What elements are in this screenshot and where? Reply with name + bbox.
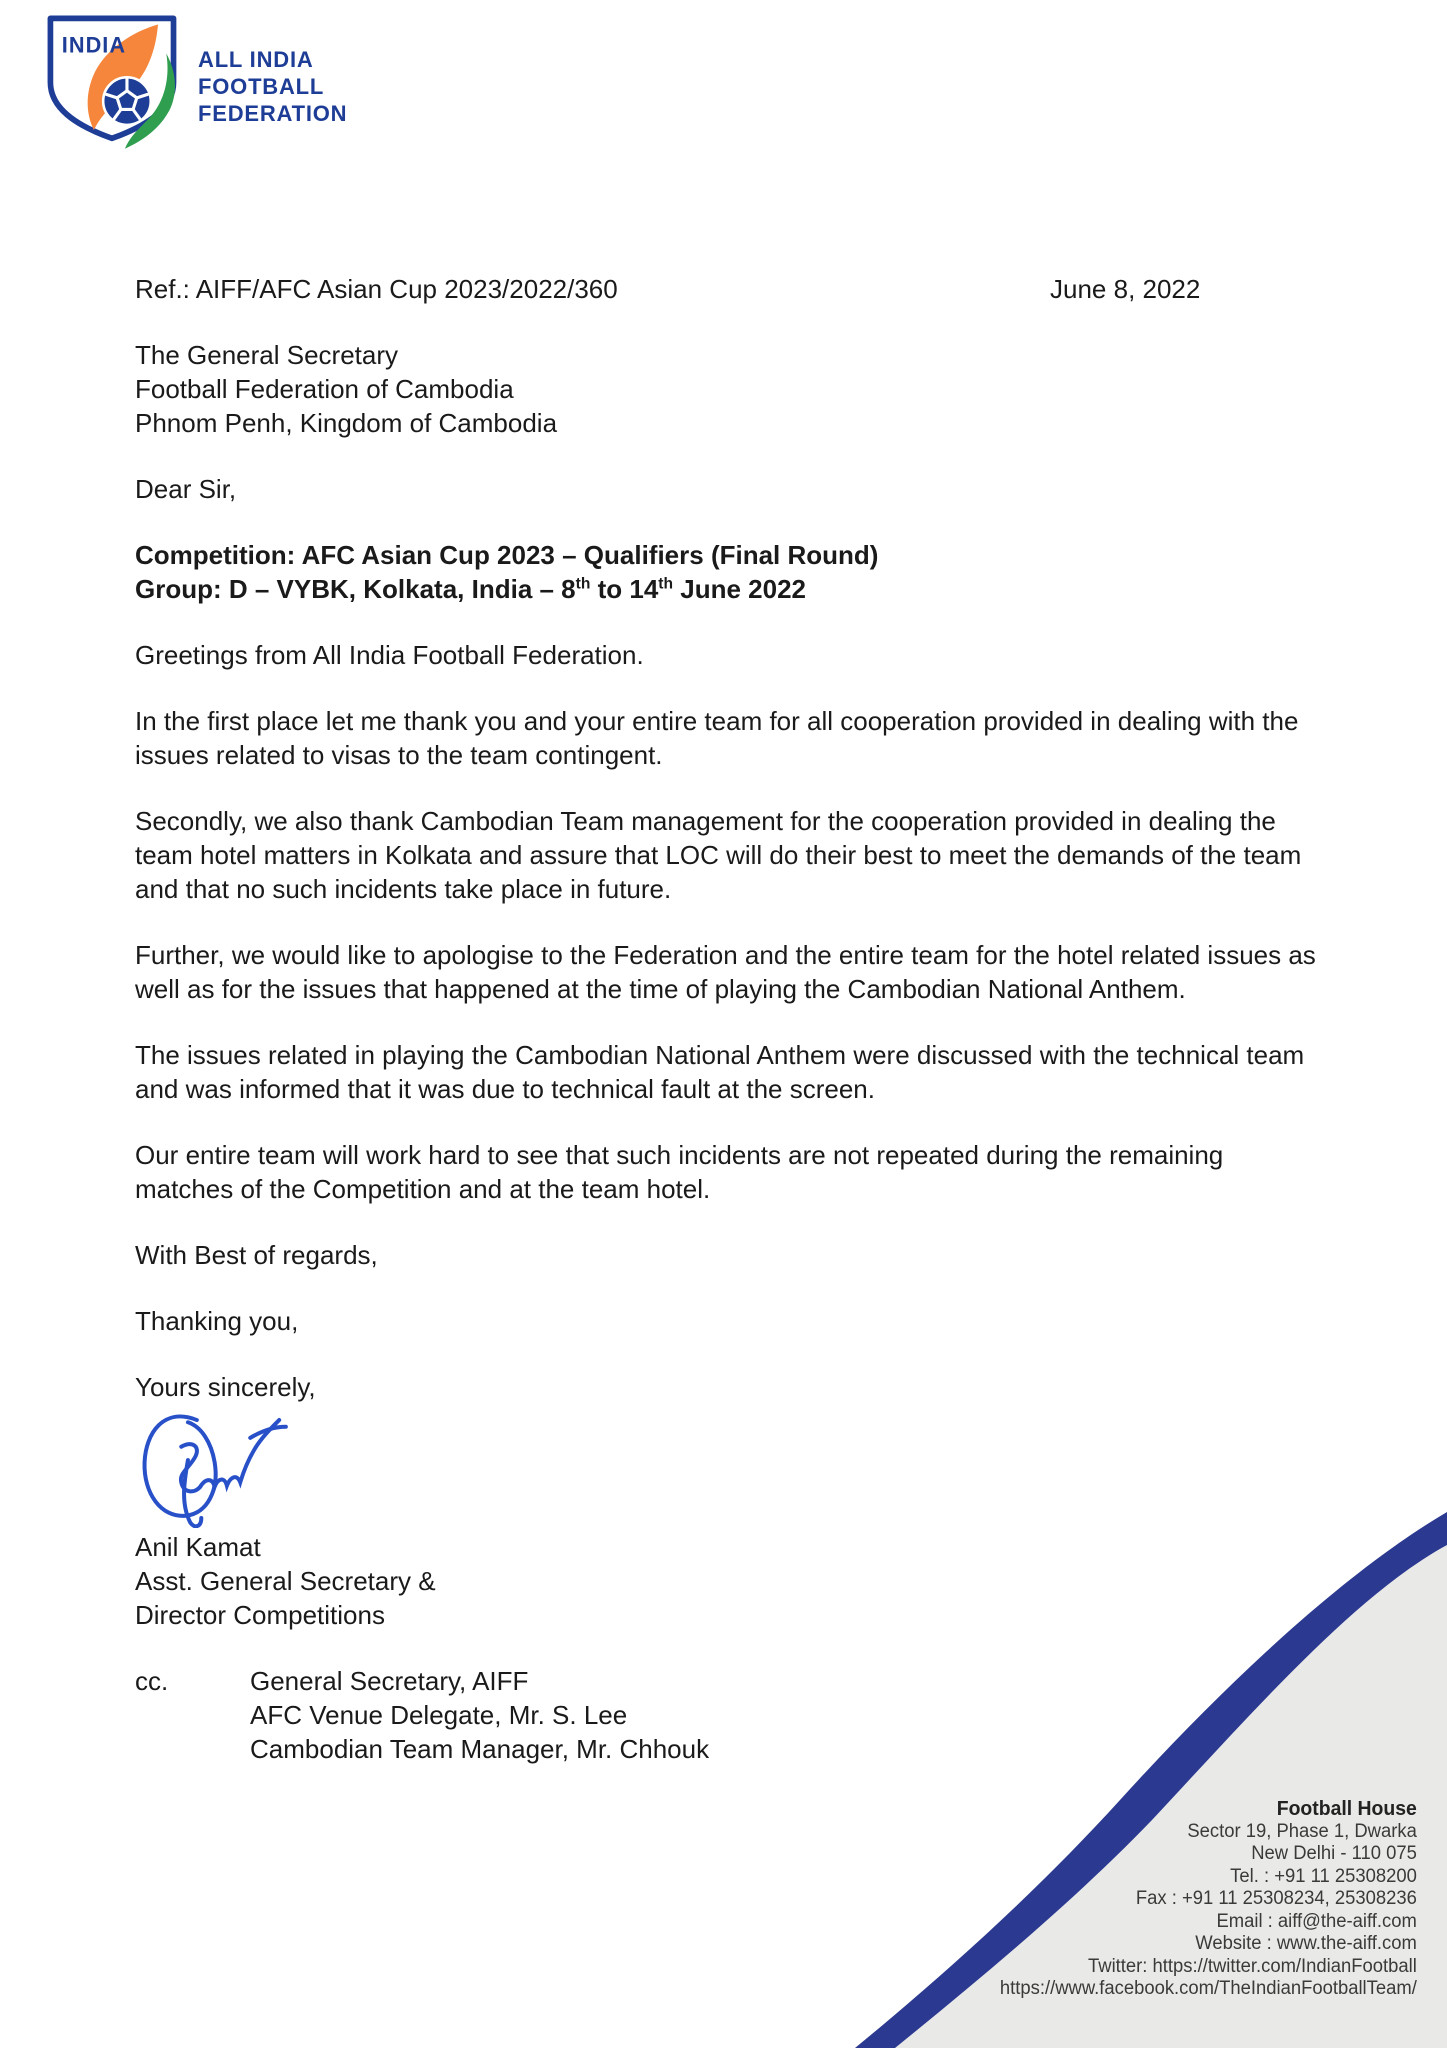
cc-item: AFC Venue Delegate, Mr. S. Lee xyxy=(250,1700,628,1730)
paragraph: Greetings from All India Football Federation. xyxy=(135,640,644,670)
football-icon xyxy=(103,77,151,125)
shield-india-label: INDIA xyxy=(61,32,127,58)
signer-name: Anil Kamat xyxy=(135,1532,261,1562)
letter-date: June 8, 2022 xyxy=(1050,274,1201,304)
footer-address xyxy=(1000,1798,1417,2001)
org-name xyxy=(198,46,347,127)
footer-line: Twitter: https://twitter.com/IndianFootball xyxy=(1088,1955,1417,1977)
paragraph: The issues related in playing the Cambodian National Anthem were discussed with the technical team and was informed that it was due to technical fault at the screen. xyxy=(135,1040,1305,1104)
footer-line: New Delhi - 110 075 xyxy=(1251,1843,1417,1864)
cc-list xyxy=(250,1664,709,1766)
recipient-line: Phnom Penh, Kingdom of Cambodia xyxy=(135,408,558,438)
signer-title-line: Asst. General Secretary & xyxy=(135,1566,436,1596)
footer-line: https://www.facebook.com/TheIndianFootballTeam/ xyxy=(1000,1978,1417,1999)
paragraph: In the first place let me thank you and your entire team for all cooperation provided in dealing with the issues related to visas to the team contingent. xyxy=(135,706,1299,770)
recipient-line: The General Secretary xyxy=(135,340,399,370)
paragraph: Secondly, we also thank Cambodian Team management for the cooperation provided in dealing the team hotel matters in Kolkata and assure that LOC will do their best to meet the demands of the team and that no such incidents take place in future. xyxy=(135,806,1302,904)
reference-number: Ref.: AIFF/AFC Asian Cup 2023/2022/360 xyxy=(135,274,618,304)
subject xyxy=(135,538,1325,606)
aiff-crest-icon xyxy=(38,8,188,158)
paragraph: Our entire team will work hard to see that such incidents are not repeated during the remaining matches of the Competition and at the team hotel. xyxy=(135,1140,1224,1204)
footer-line: Sector 19, Phase 1, Dwarka xyxy=(1187,1820,1417,1842)
closing-regards: With Best of regards, xyxy=(135,1240,378,1270)
org-name-line: ALL INDIA xyxy=(198,47,314,72)
recipient-address xyxy=(135,338,1325,440)
paragraph: Further, we would like to apologise to the Federation and the entire team for the hotel related issues as well as for the issues that happened at the time of playing the Cambodian National Anthem. xyxy=(135,940,1316,1004)
subject-line-1: Competition: AFC Asian Cup 2023 – Qualifiers (Final Round) xyxy=(135,540,879,570)
footer-line: Tel. : +91 11 25308200 xyxy=(1230,1865,1417,1887)
cc-item: General Secretary, AIFF xyxy=(250,1666,529,1696)
ref-row xyxy=(135,272,1325,306)
closing-thanking: Thanking you, xyxy=(135,1306,299,1336)
org-name-line: FOOTBALL xyxy=(198,74,325,99)
signature-ink-icon xyxy=(139,1400,317,1528)
footer-line: Email : aiff@the-aiff.com xyxy=(1216,1910,1417,1932)
cc-item: Cambodian Team Manager, Mr. Chhouk xyxy=(250,1734,710,1764)
org-name-line: FEDERATION xyxy=(198,101,348,126)
signer-title-line: Director Competitions xyxy=(135,1600,385,1630)
recipient-line: Football Federation of Cambodia xyxy=(135,374,514,404)
footer-line: Fax : +91 11 25308234, 25308236 xyxy=(1136,1888,1417,1909)
cc-label: cc. xyxy=(135,1666,169,1696)
subject-line-2: Group: D – VYBK, Kolkata, India – 8th to 14th June 2022 xyxy=(135,574,806,604)
aiff-logo xyxy=(38,8,518,158)
closing-sincerely: Yours sincerely, xyxy=(135,1372,316,1402)
footer-line: Website : www.the-aiff.com xyxy=(1195,1933,1417,1954)
salutation: Dear Sir, xyxy=(135,474,237,504)
footer-line: Football House xyxy=(1276,1798,1417,1820)
